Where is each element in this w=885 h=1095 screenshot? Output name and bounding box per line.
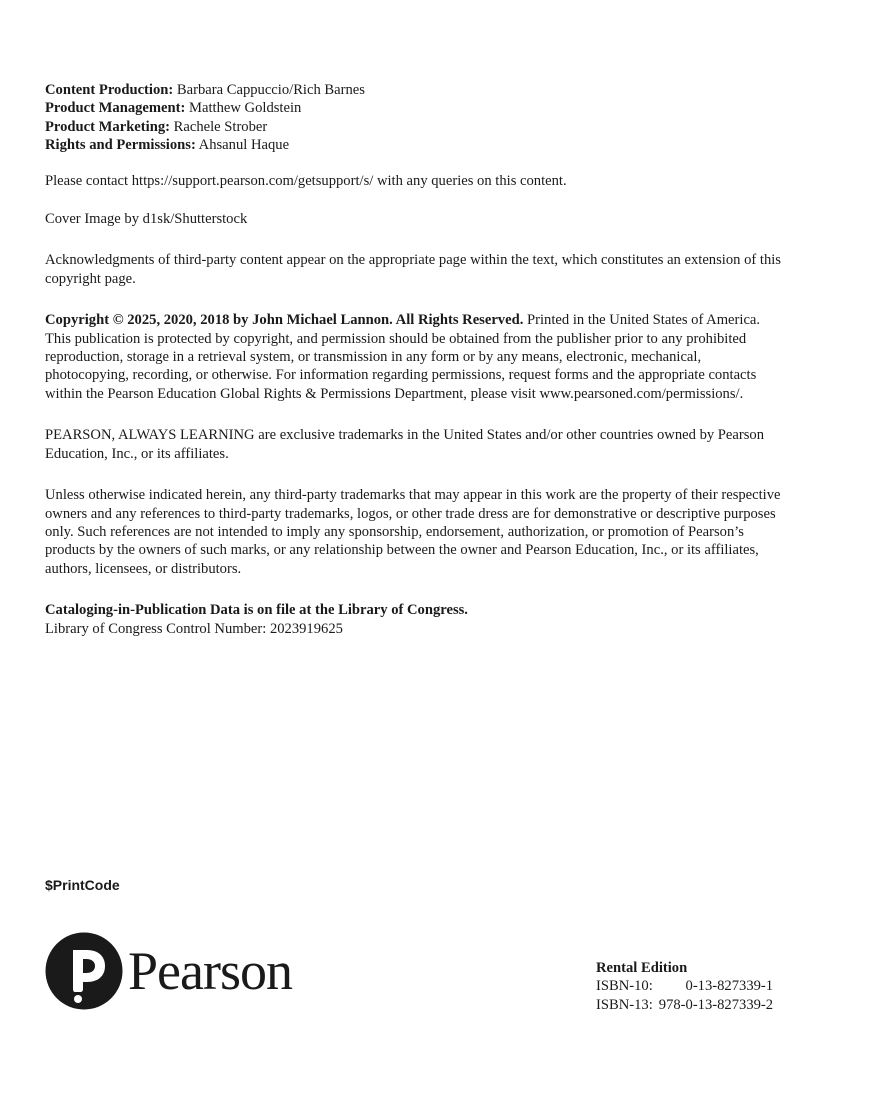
isbn10-row	[596, 977, 773, 995]
copyright-notice: Copyright © 2025, 2020, 2018 by John Michael Lannon. All Rights Reserved.	[45, 312, 524, 329]
cover-image-credit: Cover Image by d1sk/Shutterstock	[45, 211, 248, 228]
print-code: $PrintCode	[45, 877, 120, 893]
copyright-page	[45, 81, 785, 638]
acknowledgments-paragraph: Acknowledgments of third-party content appear on the appropriate page within the text, which constitutes an extension of this copyright page.	[45, 252, 781, 287]
credit-product-management: Product Management: Matthew Goldstein	[45, 100, 302, 117]
isbn10-label: ISBN-10:	[596, 978, 653, 995]
credit-rights-permissions: Rights and Permissions: Ahsanul Haque	[45, 137, 290, 154]
trademarks-paragraph: PEARSON, ALWAYS LEARNING are exclusive trademarks in the United States and/or other countries owned by Pearson Education, Inc., or its affiliates.	[45, 427, 765, 462]
edition-info	[596, 959, 773, 1014]
third-party-trademarks-paragraph: Unless otherwise indicated herein, any third-party trademarks that may appear in this work are the property of their respective owners and any references to third-party trademarks, logos, or other trade dress are for demonstrative or descriptive purposes only. Such references are not intended to imply any sponsorship, endorsement, authorization, or promotion of Pearson’s products by the owners of such marks, or any relationship between the owner and Pearson Education, Inc., or its affiliates, authors, licensees, or distributors.	[45, 487, 781, 577]
credits-block	[45, 81, 785, 155]
isbn13-row	[596, 996, 773, 1014]
isbn-table	[596, 977, 773, 1014]
isbn10-value: 0-13-827339-1	[685, 978, 774, 995]
cip-heading: Cataloging-in-Publication Data is on file at the Library of Congress.	[45, 602, 468, 619]
copyright-paragraph	[45, 311, 785, 403]
credit-product-marketing: Product Marketing: Rachele Strober	[45, 118, 268, 135]
copyright-text: Printed in the United States of America. This publication is protected by copyright, and permission should be obtained from the publisher prior to any prohibited reproduction, storage in a retrieval system, or transmission in any form or by any means, electronic, mechanical, photocopying, recording, or otherwise. For information regarding permissions, request forms and the appropriate contacts within the Pearson Education Global Rights & Permissions Department, please visit www.pearsoned.com/permissions/.	[45, 312, 761, 402]
loc-control-number: Library of Congress Control Number: 2023919625	[45, 620, 343, 637]
isbn13-label: ISBN-13:	[596, 996, 653, 1013]
pearson-p-logo-icon	[45, 932, 125, 1012]
isbn13-value: 978-0-13-827339-2	[658, 996, 774, 1013]
pearson-wordmark: Pearson	[128, 941, 292, 1001]
cip-block	[45, 601, 785, 638]
contact-paragraph: Please contact https://support.pearson.com/getsupport/s/ with any queries on this content.	[45, 172, 567, 189]
credit-content-production: Content Production: Barbara Cappuccio/Rich Barnes	[45, 82, 365, 98]
edition-title: Rental Edition	[596, 960, 688, 976]
pearson-logo	[45, 932, 315, 1012]
